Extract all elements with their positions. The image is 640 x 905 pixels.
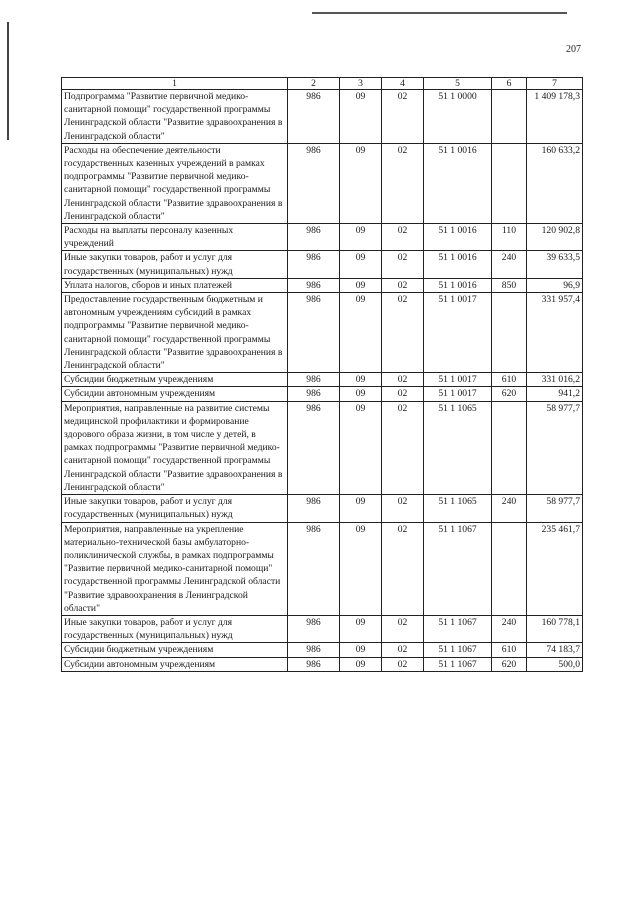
row-expense-kind: 610 [492,643,527,657]
row-expense-kind [492,401,527,494]
row-subsection: 02 [382,90,424,144]
row-expense-kind: 610 [492,373,527,387]
row-amount: 331 016,2 [527,373,583,387]
row-code: 986 [288,293,340,373]
row-name: Иные закупки товаров, работ и услуг для государственных (муниципальных) нужд [62,495,288,522]
row-code: 986 [288,387,340,401]
row-name: Субсидии бюджетным учреждениям [62,643,288,657]
row-name: Подпрограмма "Развитие первичной медико-санитарной помощи" государственной программы Ленинградской области "Развитие здравоохранения в Ленинградской области" [62,90,288,144]
row-code: 986 [288,90,340,144]
row-code: 986 [288,278,340,292]
header-col-4: 4 [382,78,424,90]
row-section: 09 [340,615,382,642]
row-section: 09 [340,278,382,292]
table-body [62,90,583,672]
row-amount: 500,0 [527,657,583,671]
header-col-5: 5 [424,78,492,90]
row-expense-kind [492,90,527,144]
header-row [62,78,583,90]
row-section: 09 [340,143,382,223]
row-target-code: 51 1 0017 [424,373,492,387]
row-code: 986 [288,657,340,671]
page-number: 207 [566,44,581,55]
row-target-code: 51 1 1067 [424,643,492,657]
row-name: Расходы на обеспечение деятельности государственных казенных учреждений в рамках подпрограммы "Развитие первичной медико-санитарной помощи" государственной программы Ленинградской области "Развитие здравоохранения в Ленинградской области" [62,143,288,223]
row-name: Субсидии автономным учреждениям [62,657,288,671]
row-expense-kind [492,143,527,223]
row-amount: 120 902,8 [527,224,583,251]
row-expense-kind: 110 [492,224,527,251]
row-section: 09 [340,522,382,615]
row-name: Мероприятия, направленные на развитие системы медицинской профилактики и формирование здорового образа жизни, в том числе у детей, в рамках подпрограммы "Развитие первичной медико-санитарной помощи" государственной программы Ленинградской области "Развитие здравоохранения в Ленинградской области" [62,401,288,494]
row-target-code: 51 1 0016 [424,224,492,251]
row-section: 09 [340,251,382,278]
row-code: 986 [288,251,340,278]
row-amount: 160 778,1 [527,615,583,642]
scan-artifact-left-mark [7,22,9,140]
row-subsection: 02 [382,401,424,494]
row-target-code: 51 1 0017 [424,387,492,401]
row-target-code: 51 1 1065 [424,495,492,522]
header-col-3: 3 [340,78,382,90]
row-subsection: 02 [382,522,424,615]
row-subsection: 02 [382,373,424,387]
row-target-code: 51 1 0016 [424,278,492,292]
row-amount: 941,2 [527,387,583,401]
table-row [62,401,583,494]
row-expense-kind: 240 [492,615,527,642]
row-target-code: 51 1 0016 [424,143,492,223]
row-target-code: 51 1 1067 [424,657,492,671]
row-target-code: 51 1 0016 [424,251,492,278]
row-subsection: 02 [382,387,424,401]
row-subsection: 02 [382,615,424,642]
row-expense-kind: 850 [492,278,527,292]
table-row [62,251,583,278]
row-code: 986 [288,643,340,657]
row-name: Мероприятия, направленные на укрепление материально-технической базы амбулаторно-поликлинической службы, в рамках подпрограммы "Развитие первичной медико-санитарной помощи" государственной программы Ленинградской области "Развитие здравоохранения в Ленинградской области" [62,522,288,615]
row-subsection: 02 [382,278,424,292]
row-subsection: 02 [382,143,424,223]
row-section: 09 [340,224,382,251]
row-section: 09 [340,643,382,657]
row-name: Уплата налогов, сборов и иных платежей [62,278,288,292]
row-name: Субсидии бюджетным учреждениям [62,373,288,387]
row-section: 09 [340,90,382,144]
row-expense-kind: 620 [492,387,527,401]
row-name: Предоставление государственным бюджетным и автономным учреждениям субсидий в рамках подпрограммы "Развитие первичной медико-санитарной помощи" государственной программы Ленинградской области "Развитие здравоохранения в Ленинградской области" [62,293,288,373]
table-row [62,224,583,251]
row-expense-kind [492,522,527,615]
row-subsection: 02 [382,657,424,671]
budget-table [61,77,583,672]
row-code: 986 [288,495,340,522]
table-row [62,643,583,657]
row-code: 986 [288,373,340,387]
row-section: 09 [340,495,382,522]
row-target-code: 51 1 0000 [424,90,492,144]
row-subsection: 02 [382,643,424,657]
header-col-2: 2 [288,78,340,90]
row-name: Иные закупки товаров, работ и услуг для государственных (муниципальных) нужд [62,251,288,278]
table-row [62,522,583,615]
row-section: 09 [340,401,382,494]
table-row [62,90,583,144]
row-subsection: 02 [382,495,424,522]
row-expense-kind: 240 [492,495,527,522]
table-row [62,657,583,671]
table-row [62,615,583,642]
row-subsection: 02 [382,224,424,251]
header-col-7: 7 [527,78,583,90]
row-amount: 58 977,7 [527,495,583,522]
row-expense-kind: 620 [492,657,527,671]
table-row [62,495,583,522]
row-name: Иные закупки товаров, работ и услуг для государственных (муниципальных) нужд [62,615,288,642]
row-code: 986 [288,615,340,642]
row-code: 986 [288,143,340,223]
row-target-code: 51 1 1065 [424,401,492,494]
row-name: Расходы на выплаты персоналу казенных учреждений [62,224,288,251]
row-code: 986 [288,522,340,615]
row-target-code: 51 1 1067 [424,615,492,642]
table-row [62,373,583,387]
row-expense-kind [492,293,527,373]
row-amount: 96,9 [527,278,583,292]
row-name: Субсидии автономным учреждениям [62,387,288,401]
table-row [62,278,583,292]
row-amount: 235 461,7 [527,522,583,615]
row-amount: 331 957,4 [527,293,583,373]
row-amount: 74 183,7 [527,643,583,657]
row-section: 09 [340,293,382,373]
row-subsection: 02 [382,293,424,373]
row-target-code: 51 1 0017 [424,293,492,373]
row-section: 09 [340,657,382,671]
row-code: 986 [288,401,340,494]
scan-artifact-top-line [312,12,567,14]
header-col-6: 6 [492,78,527,90]
table-row [62,293,583,373]
row-subsection: 02 [382,251,424,278]
row-amount: 39 633,5 [527,251,583,278]
row-section: 09 [340,373,382,387]
header-col-1: 1 [62,78,288,90]
row-expense-kind: 240 [492,251,527,278]
row-amount: 1 409 178,3 [527,90,583,144]
row-target-code: 51 1 1067 [424,522,492,615]
table-row [62,387,583,401]
row-code: 986 [288,224,340,251]
row-amount: 58 977,7 [527,401,583,494]
row-section: 09 [340,387,382,401]
row-amount: 160 633,2 [527,143,583,223]
table-row [62,143,583,223]
